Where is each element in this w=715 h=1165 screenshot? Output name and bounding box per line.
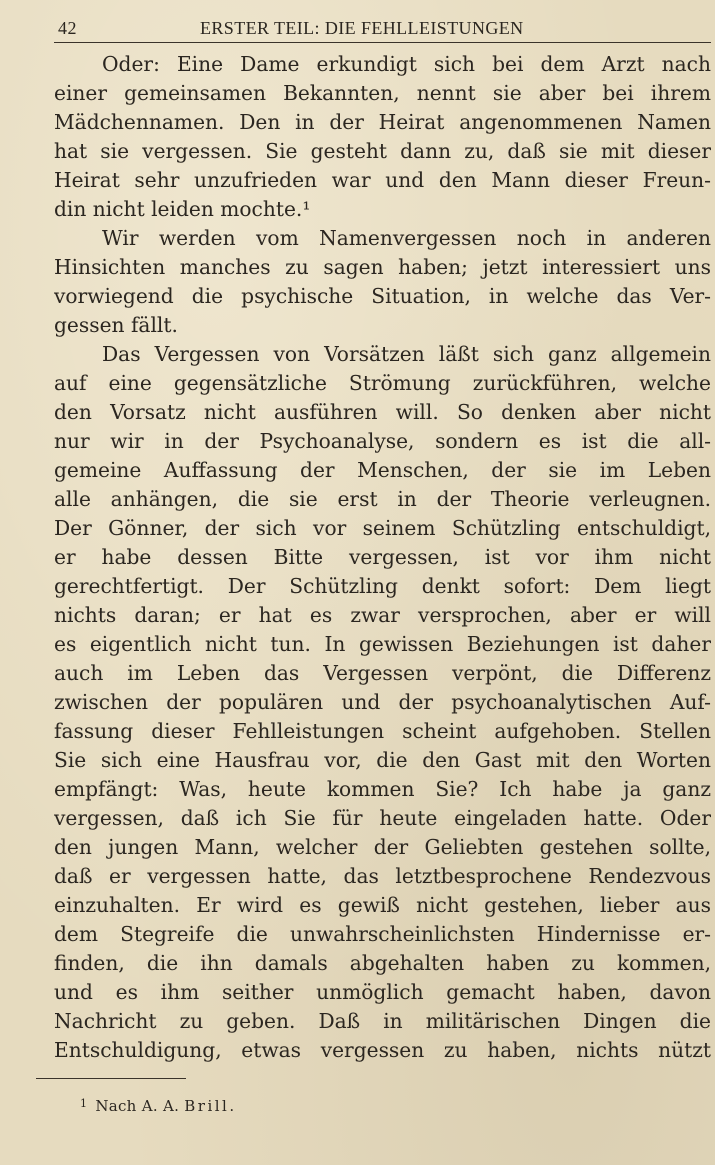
text-line: Oder: Eine Dame erkundigt sich bei dem Arzt nach xyxy=(102,52,711,76)
text-line: und es ihm seither unmöglich gemacht haben, davon xyxy=(54,980,711,1004)
text-line: dem Stegreife die unwahrscheinlichsten Hindernisse er- xyxy=(54,922,711,946)
text-line: auch im Leben das Vergessen verpönt, die Differenz xyxy=(54,661,711,685)
text-line: Sie sich eine Hausfrau vor, die den Gast mit den Worten xyxy=(54,748,711,772)
text-line: nichts daran; er hat es zwar versprochen, aber er will xyxy=(54,603,711,627)
footnote-divider xyxy=(36,1078,186,1079)
text-line: zwischen der populären und der psychoanalytischen Auf- xyxy=(54,690,711,714)
footnote xyxy=(80,1097,237,1115)
text-line: din nicht leiden mochte.¹ xyxy=(54,197,311,221)
text-line: gessen fällt. xyxy=(54,313,178,337)
text-line: Mädchennamen. Den in der Heirat angenommenen Namen xyxy=(54,110,711,134)
text-line: Entschuldigung, etwas vergessen zu haben, nichts nützt xyxy=(54,1038,711,1062)
text-line: gemeine Auffassung der Menschen, der sie im Leben xyxy=(54,458,711,482)
text-line: einer gemeinsamen Bekannten, nennt sie aber bei ihrem xyxy=(54,81,711,105)
text-line: Das Vergessen von Vorsätzen läßt sich ganz allgemein xyxy=(102,342,711,366)
text-line: es eigentlich nicht tun. In gewissen Beziehungen ist daher xyxy=(54,632,711,656)
running-head: ERSTER TEIL: DIE FEHLLEISTUNGEN xyxy=(200,18,524,38)
text-line: fassung dieser Fehlleistungen scheint aufgehoben. Stellen xyxy=(54,719,711,743)
text-line: auf eine gegensätzliche Strömung zurückführen, welche xyxy=(54,371,711,395)
text-line: den Vorsatz nicht ausführen will. So denken aber nicht xyxy=(54,400,711,424)
text-line: empfängt: Was, heute kommen Sie? Ich habe ja ganz xyxy=(54,777,711,801)
text-line: daß er vergessen hatte, das letztbesprochene Rendezvous xyxy=(54,864,711,888)
footnote-text: Nach A. A. xyxy=(95,1097,185,1115)
text-line: finden, die ihn damals abgehalten haben zu kommen, xyxy=(54,951,711,975)
text-line: einzuhalten. Er wird es gewiß nicht gestehen, lieber aus xyxy=(54,893,711,917)
text-line: nur wir in der Psychoanalyse, sondern es ist die all- xyxy=(54,429,711,453)
text-line: Hinsichten manches zu sagen haben; jetzt interessiert uns xyxy=(54,255,711,279)
text-line: den jungen Mann, welcher der Geliebten gestehen sollte, xyxy=(54,835,711,859)
text-line: vorwiegend die psychische Situation, in welche das Ver- xyxy=(54,284,711,308)
text-line: er habe dessen Bitte vergessen, ist vor ihm nicht xyxy=(54,545,711,569)
text-line: gerechtfertigt. Der Schützling denkt sofort: Dem liegt xyxy=(54,574,711,598)
text-line: alle anhängen, die sie erst in der Theorie verleugnen. xyxy=(54,487,711,511)
page-header xyxy=(54,18,711,43)
text-line: Nachricht zu geben. Daß in militärischen Dingen die xyxy=(54,1009,711,1033)
footnote-author: Brill. xyxy=(184,1097,237,1115)
page-number: 42 xyxy=(58,18,77,38)
footnote-mark: 1 xyxy=(80,1097,88,1110)
text-line: vergessen, daß ich Sie für heute eingeladen hatte. Oder xyxy=(54,806,711,830)
text-line: hat sie vergessen. Sie gesteht dann zu, daß sie mit dieser xyxy=(54,139,711,163)
text-line: Wir werden vom Namenvergessen noch in anderen xyxy=(102,226,711,250)
text-line: Der Gönner, der sich vor seinem Schützling entschuldigt, xyxy=(54,516,711,540)
text-line: Heirat sehr unzufrieden war und den Mann dieser Freun- xyxy=(54,168,711,192)
body-text xyxy=(54,50,711,1065)
